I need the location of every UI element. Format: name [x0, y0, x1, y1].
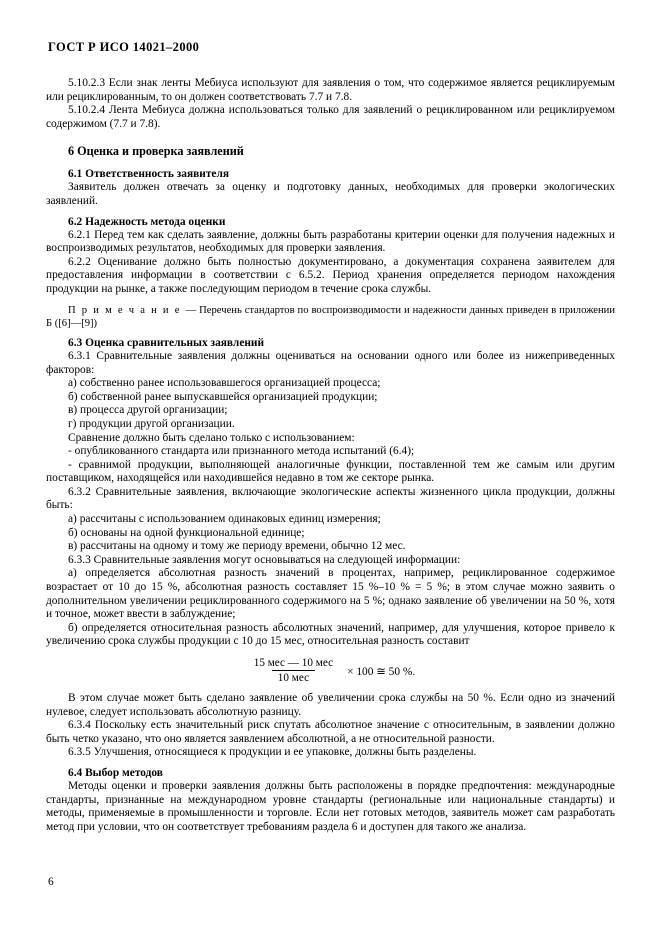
formula-remainder: × 100 ≅ 50 %. — [347, 665, 416, 678]
paragraph-6-3-1: 6.3.1 Сравнительные заявления должны оцениваться на основании одного или более из нижеприведенных факторов: — [46, 349, 615, 376]
section-heading-6: 6 Оценка и проверка заявлений — [68, 144, 244, 159]
list-item-a-6-3-3: а) определяется абсолютная разность значений в процентах, например, рециклированное содержимое возрастает от 10 до 15 %, абсолютная разность составляет 15 %–10 % = 5 %; в этом случае можно заявить о дополнительном увеличении рециклированного содержимого на 5 %; однако заявление об увеличении на 50 %, хотя и точное, может ввести в заблуждение; — [46, 567, 615, 621]
list-item-v-6-3-1: в) процесса другой организации; — [68, 404, 228, 417]
paragraph-6-3-2: 6.3.2 Сравнительные заявления, включающие экологические аспекты жизненного цикла продукции, должны быть: — [46, 485, 615, 512]
page-number: 6 — [48, 876, 54, 888]
list-item-b-6-3-1: б) собственной ранее выпускавшейся организацией продукции; — [68, 390, 378, 403]
paragraph-6-2-1: 6.2.1 Перед тем как сделать заявление, должны быть разработаны критерии оценки для получения надежных и воспроизводимых результатов, необходимых для проверки заявления. — [46, 228, 615, 255]
subsection-heading-6-4: 6.4 Выбор методов — [68, 766, 163, 779]
subsection-heading-6-1: 6.1 Ответственность заявителя — [68, 168, 230, 181]
list-item-dash-standard: - опубликованного стандарта или признанного метода испытаний (6.4); — [68, 445, 415, 458]
list-item-dash-product: - сравнимой продукции, выполняющей аналогичные функции, поставленной тем же самым или другим поставщиком, находящейся или находившейся недавно в том же секторе рынка. — [46, 458, 615, 485]
subsection-heading-6-3: 6.3 Оценка сравнительных заявлений — [68, 336, 265, 349]
list-item-a-6-3-1: а) собственно ранее использовавшегося организацией процесса; — [68, 377, 381, 390]
paragraph-comparison-intro: Сравнение должно быть сделано только с использованием: — [68, 431, 355, 444]
paragraph-6-3-5: 6.3.5 Улучшения, относящиеся к продукции и ее упаковке, должны быть разделены. — [68, 746, 477, 759]
list-item-a-6-3-2: а) рассчитаны с использованием одинаковых единиц измерения; — [68, 513, 381, 526]
paragraph-5-10-2-3: 5.10.2.3 Если знак ленты Мебиуса используют для заявления о том, что содержимое является рециклируемым или рециклированным, то он должен соответствовать 7.7 и 7.8. — [46, 77, 615, 103]
paragraph-after-formula: В этом случае может быть сделано заявление об увеличении срока службы на 50 %. Если одно из значений нулевое, следует использовать абсолютную разницу. — [46, 692, 615, 718]
paragraph-6-3-4: 6.3.4 Поскольку есть значительный риск спутать абсолютное значение с относительным, в заявлении должно быть четко указано, что оно является заявлением абсолютной, а не относительной разности. — [46, 719, 615, 745]
formula-relative-difference — [46, 657, 615, 684]
subsection-heading-6-2: 6.2 Надежность метода оценки — [68, 215, 226, 228]
fraction — [248, 657, 339, 684]
note-block — [46, 304, 615, 330]
paragraph-6-1-body: Заявитель должен отвечать за оценку и подготовку данных, необходимых для проверки экологических заявлений. — [46, 181, 615, 207]
fraction-denominator: 10 мес — [272, 670, 315, 684]
paragraph-6-4-body: Методы оценки и проверки заявления должны быть расположены в порядке предпочтения: международные стандарты, признанные на международном уровне стандарты (региональные или национальные стандарты) и методы, применяемые в промышленности и торговле. Если нет готовых методов, заявитель может сам разработать метод при условии, что он соответствует требованиям раздела 6 и доступен для такого же анализа. — [46, 779, 615, 833]
list-item-v-6-3-2: в) рассчитаны на одному и тому же периоду времени, обычно 12 мес. — [68, 540, 406, 553]
page-header: ГОСТ Р ИСО 14021–2000 — [48, 40, 200, 54]
note-label: П р и м е ч а н и е — [68, 304, 186, 316]
list-item-g-6-3-1: г) продукции другой организации. — [68, 417, 235, 430]
paragraph-5-10-2-4: 5.10.2.4 Лента Мебиуса должна использоваться только для заявлений о рециклированном или рециклируемом содержимом (7.7 и 7.8). — [46, 104, 615, 130]
paragraph-6-2-2: 6.2.2 Оценивание должно быть полностью документировано, а документация сохранена заявителем для предоставления информации в соответствии с 6.5.2. Период хранения определяется периодом нахождения продукции на рынке, а также последующим периодом в течение срока службы. — [46, 255, 615, 295]
note-text: — Перечень стандартов по воспроизводимости и надежности данных приведен в приложении Б ([6]—[9]) — [46, 304, 615, 329]
list-item-b-6-3-3: б) определяется относительная разность абсолютных значений, например, для улучшения, которое привело к увеличению срока службы продукции с 10 до 15 мес, относительная разность составит — [46, 621, 615, 648]
fraction-numerator: 15 мес — 10 мес — [253, 657, 334, 669]
paragraph-6-3-3: 6.3.3 Сравнительные заявления могут основываться на следующей информации: — [68, 553, 461, 566]
list-item-b-6-3-2: б) основаны на одной функциональной единице; — [68, 526, 305, 539]
